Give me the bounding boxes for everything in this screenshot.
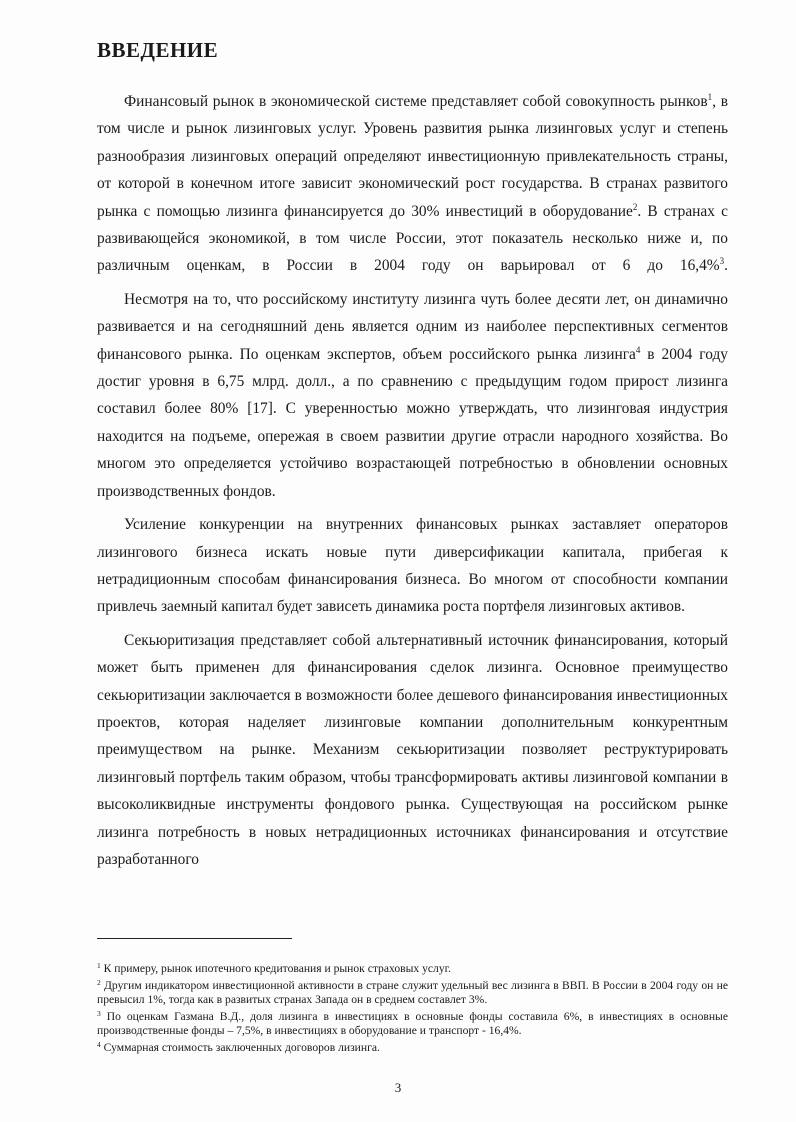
body-text [97,88,728,879]
footnote-3: $^3$ По оценкам Газмана В.Д., доля лизинга в инвестициях в основные фонды составила 6%, в инвестициях в основные производственные фонды – 7,5%, в инвестициях в оборудование и транспорт - 16,4%. [97,1008,728,1038]
footnote-1: $^1$ К примеру, рынок ипотечного кредитования и рынок страховых услуг. [97,961,451,975]
footnote-ref-2: 2 [632,201,638,212]
footnote-2: $^2$ Другим индикатором инвестиционной активности в стране служит удельный вес лизинга в ВВП. В России в 2004 году он не превысил 1%, тогда как в развитых странах Запада он в среднем составлет 3%. [97,977,728,1007]
page-number: 3 [394,1080,402,1095]
paragraph-3: Усиление конкуренции на внутренних финансовых рынках заставляет операторов лизингового бизнеса искать новые пути диверсификации капитала, прибегая к нетрадиционным способам финансирования бизнеса. Во многом от способности компании привлечь заемный капитал будет зависеть динамика роста портфеля лизинговых активов. [97,516,728,616]
paragraph-4: Секьюритизация представляет собой альтернативный источник финансирования, который может быть применен для финансирования сделок лизинга. Основное преимущество секьюритизации заключается в возможности более дешевого финансирования инвестиционных проектов, которая наделяет лизинговые компании дополнительным конкурентным преимуществом на рынке. Механизм секьюритизации позволяет реструктурировать лизинговый портфель таким образом, чтобы трансформировать активы лизинговой компании в высоколиквидные инструменты фондового рынка. Существующая на российском рынке лизинга потребность в новых нетрадиционных источниках финансирования и отсутствие разработанного [97,631,728,868]
footnote-ref-3: 3 [719,256,725,267]
paragraph-1: Финансовый рынок в экономической системе представляет собой совокупность рынков$^1$, в том числе и рынок лизинговых услуг. Уровень развития рынка лизинговых услуг и степень разнообразия лизинговых операций определяют инвестиционную привлекательность страны, от которой в конечном итоге зависит экономический рост государства. В странах развитого рынка с помощью лизинга финансируется до 30% инвестиций в оборудование$^2$. В странах с развивающейся экономикой, в том числе России, этот показатель несколько ниже и, по различным оценкам, в России в 2004 году он варьировал от 6 до 16,4%$^3$. [97,92,728,275]
paragraph-2: Несмотря на то, что российскому институту лизинга чуть более десяти лет, он динамично развивается и на сегодняшний день является одним из наиболее перспективных сегментов финансового рынка. По оценкам экспертов, объем российского рынка лизинга$^4$ в 2004 году достиг уровня в 6,75 млрд. долл., а по сравнению с предыдущим годом прирост лизинга составил более 80% [17]. С уверенностью можно утверждать, что лизинговая индустрия находится на подъеме, опережая в своем развитии другие отрасли народного хозяйства. Во многом это определяется устойчиво возрастающей потребностью в обновлении основных производственных фондов. [97,290,728,500]
footnote-4: $^4$ Суммарная стоимость заключенных договоров лизинга. [97,1039,380,1054]
footnote-ref-1: 1 [707,92,713,102]
footnote-divider [97,938,292,939]
page-heading: ВВЕДЕНИЕ [97,38,219,62]
footnotes [97,962,728,1058]
footnote-ref-4: 4 [635,344,641,355]
